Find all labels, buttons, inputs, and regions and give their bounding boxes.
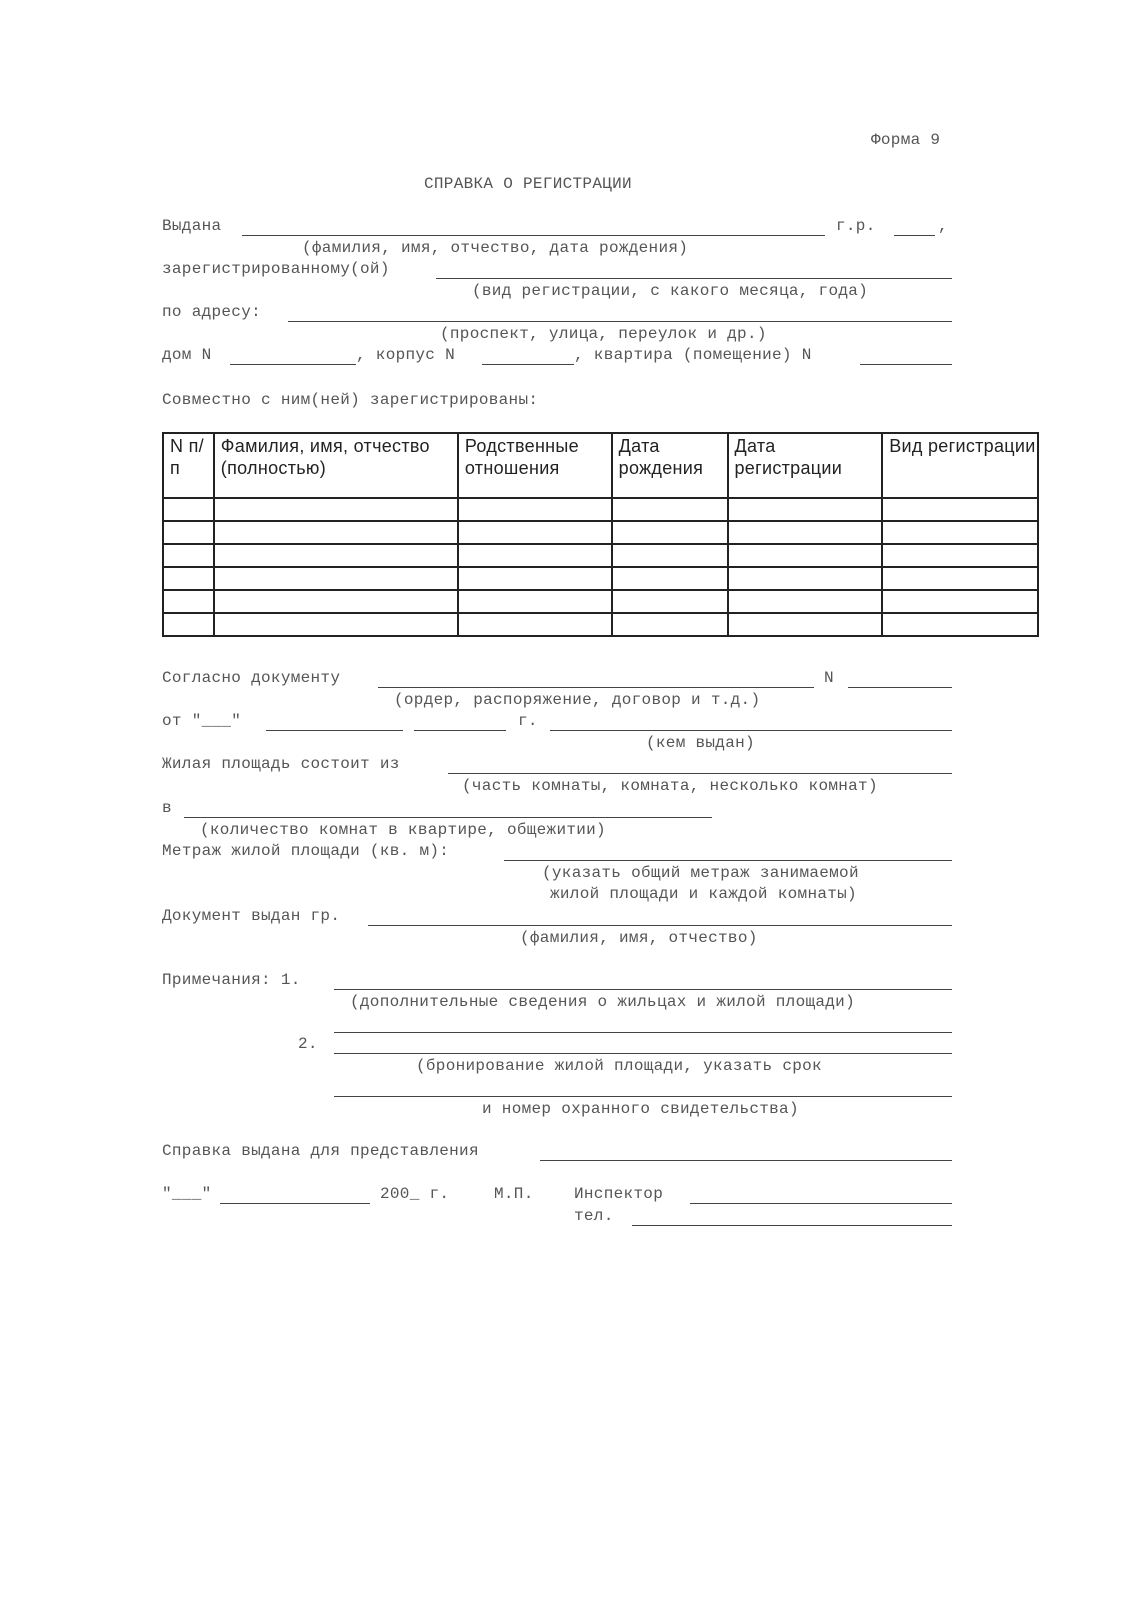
table-cell[interactable] xyxy=(214,613,458,636)
table-cell[interactable] xyxy=(728,590,883,613)
table-header-cell: Вид регистрации xyxy=(882,433,1038,498)
table-cell[interactable] xyxy=(458,498,612,521)
rooms-count-field[interactable] xyxy=(184,817,712,818)
table-cell[interactable] xyxy=(882,590,1038,613)
table-cell[interactable] xyxy=(612,590,728,613)
document-hint: (ордер, распоряжение, договор и т.д.) xyxy=(394,691,761,709)
notes-label-2: 2. xyxy=(298,1035,318,1053)
living-space-field[interactable] xyxy=(448,773,952,774)
table-cell[interactable] xyxy=(728,521,883,544)
table-cell[interactable] xyxy=(728,567,883,590)
table-cell[interactable] xyxy=(728,498,883,521)
house-label: дом N xyxy=(162,346,212,364)
issued-to-field[interactable] xyxy=(368,925,952,926)
document-year-field[interactable] xyxy=(414,730,506,731)
table-cell[interactable] xyxy=(612,521,728,544)
area-label: Метраж жилой площади (кв. м): xyxy=(162,842,450,860)
table-cell[interactable] xyxy=(458,590,612,613)
document-label: Согласно документу xyxy=(162,669,341,687)
inspector-label: Инспектор xyxy=(574,1185,664,1203)
table-cell[interactable] xyxy=(612,613,728,636)
issued-hint: (фамилия, имя, отчество, дата рождения) xyxy=(302,239,689,257)
table-cell[interactable] xyxy=(163,613,214,636)
table-cell[interactable] xyxy=(882,567,1038,590)
table-row xyxy=(163,567,1038,590)
table-row xyxy=(163,544,1038,567)
document-title: СПРАВКА О РЕГИСТРАЦИИ xyxy=(424,175,632,193)
apartment-label: , квартира (помещение) N xyxy=(574,346,812,364)
birth-year-label: г.р. xyxy=(836,217,876,235)
footer-date-quote: "___" xyxy=(162,1185,212,1203)
area-hint-2: жилой площади и каждой комнаты) xyxy=(550,885,857,903)
table-cell[interactable] xyxy=(882,544,1038,567)
area-hint-1: (указать общий метраж занимаемой xyxy=(542,864,859,882)
inspector-field[interactable] xyxy=(690,1203,952,1204)
area-field[interactable] xyxy=(504,860,952,861)
issued-to-hint: (фамилия, имя, отчество) xyxy=(520,929,758,947)
footer-year-label: 200_ г. xyxy=(380,1185,450,1203)
registered-hint: (вид регистрации, с какого месяца, года) xyxy=(472,282,869,300)
table-cell[interactable] xyxy=(458,544,612,567)
presented-to-field[interactable] xyxy=(540,1160,952,1161)
table-cell[interactable] xyxy=(163,498,214,521)
table-row xyxy=(163,613,1038,636)
table-row xyxy=(163,498,1038,521)
table-cell[interactable] xyxy=(163,567,214,590)
table-row xyxy=(163,521,1038,544)
note-2-hint-b: и номер охранного свидетельства) xyxy=(482,1100,799,1118)
birth-year-field[interactable] xyxy=(894,235,935,236)
note-1-field[interactable] xyxy=(334,989,952,990)
rooms-in-label: в xyxy=(162,799,172,817)
apartment-field[interactable] xyxy=(860,364,952,365)
table-cell[interactable] xyxy=(214,498,458,521)
table-cell[interactable] xyxy=(214,567,458,590)
document-issuer-field[interactable] xyxy=(550,730,952,731)
co-registered-label: Совместно с ним(ней) зарегистрированы: xyxy=(162,391,539,409)
building-field[interactable] xyxy=(482,364,574,365)
form-number: Форма 9 xyxy=(871,131,941,149)
note-2-field[interactable] xyxy=(334,1053,952,1054)
document-year-label: г. xyxy=(518,712,538,730)
address-hint: (проспект, улица, переулок и др.) xyxy=(440,325,767,343)
issued-label: Выдана xyxy=(162,217,222,235)
note-1-extra-field[interactable] xyxy=(334,1032,952,1033)
presented-label: Справка выдана для представления xyxy=(162,1142,479,1160)
living-space-label: Жилая площадь состоит из xyxy=(162,755,400,773)
footer-date-field[interactable] xyxy=(220,1203,370,1204)
document-issuer-hint: (кем выдан) xyxy=(646,734,755,752)
registered-label: зарегистрированному(ой) xyxy=(162,260,390,278)
table-cell[interactable] xyxy=(882,498,1038,521)
table-row xyxy=(163,590,1038,613)
stamp-label: М.П. xyxy=(494,1185,534,1203)
living-space-hint: (часть комнаты, комната, несколько комнат) xyxy=(462,777,878,795)
notes-label: Примечания: 1. xyxy=(162,971,301,989)
note-1-hint: (дополнительные сведения о жильцах и жилой площади) xyxy=(350,993,855,1011)
table-cell[interactable] xyxy=(214,521,458,544)
phone-label: тел. xyxy=(574,1207,614,1225)
rooms-count-hint: (количество комнат в квартире, общежитии) xyxy=(200,821,606,839)
table-cell[interactable] xyxy=(882,521,1038,544)
table-cell[interactable] xyxy=(728,613,883,636)
address-field[interactable] xyxy=(288,321,952,322)
comma-mark: , xyxy=(938,217,948,235)
table-header-cell: Фамилия, имя, отчество (полностью) xyxy=(214,433,458,498)
co-registered-table xyxy=(162,432,1039,637)
table-cell[interactable] xyxy=(612,544,728,567)
table-cell[interactable] xyxy=(214,590,458,613)
note-2-extra-field[interactable] xyxy=(334,1096,952,1097)
issued-to-label: Документ выдан гр. xyxy=(162,907,341,925)
table-cell[interactable] xyxy=(214,544,458,567)
table-header-row xyxy=(163,433,1038,498)
table-cell[interactable] xyxy=(163,521,214,544)
note-2-hint-a: (бронирование жилой площади, указать срок xyxy=(416,1057,822,1075)
table-header-cell: N п/п xyxy=(163,433,214,498)
table-cell[interactable] xyxy=(163,590,214,613)
table-cell[interactable] xyxy=(458,567,612,590)
table-header-cell: Родственные отношения xyxy=(458,433,612,498)
document-date-label: от "___" xyxy=(162,712,242,730)
table-cell[interactable] xyxy=(882,613,1038,636)
house-field[interactable] xyxy=(230,364,356,365)
table-cell[interactable] xyxy=(163,544,214,567)
table-header-cell: Дата регистрации xyxy=(728,433,883,498)
document-number-field[interactable] xyxy=(848,687,952,688)
table-header-cell: Дата рождения xyxy=(612,433,728,498)
phone-field[interactable] xyxy=(632,1225,952,1226)
building-label: , корпус N xyxy=(356,346,456,364)
address-label: по адресу: xyxy=(162,303,262,321)
registration-type-field[interactable] xyxy=(436,278,952,279)
table-cell[interactable] xyxy=(612,498,728,521)
table-cell[interactable] xyxy=(458,521,612,544)
document-number-label: N xyxy=(824,669,834,687)
document-type-field[interactable] xyxy=(378,687,814,688)
table-cell[interactable] xyxy=(728,544,883,567)
document-month-field[interactable] xyxy=(266,730,403,731)
table-cell[interactable] xyxy=(458,613,612,636)
table-cell[interactable] xyxy=(612,567,728,590)
issued-name-field[interactable] xyxy=(242,235,825,236)
